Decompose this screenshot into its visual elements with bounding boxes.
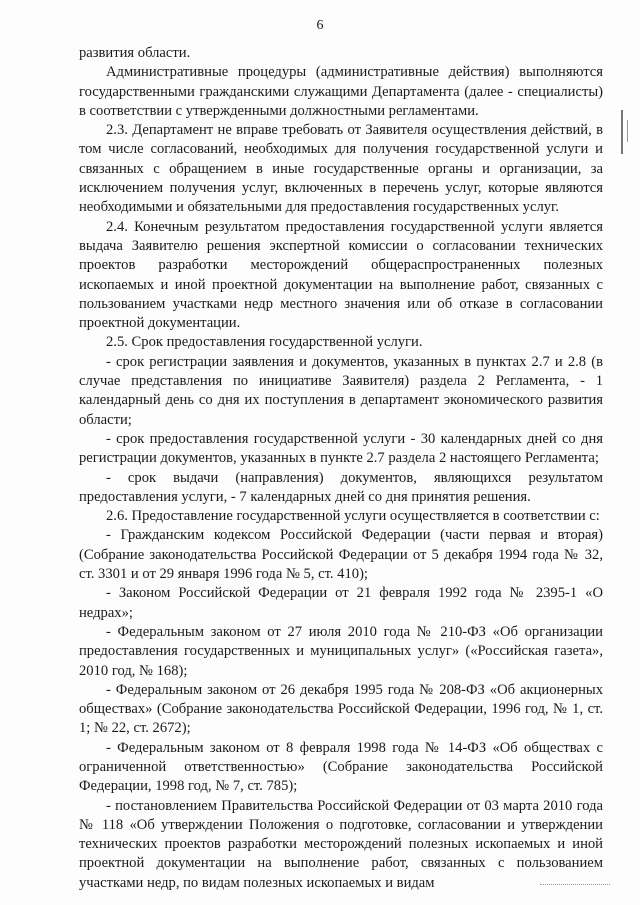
list-item: - срок регистрации заявления и документов, указанных в пунктах 2.7 и 2.8 (в случае представления по инициативе Заявителя) раздела 2 Регламента, - 1 календарный день со дня их поступления в департамент экономического развития области;	[79, 353, 603, 428]
page-number: 6	[316, 18, 324, 33]
list-item: - срок предоставления государственной услуги - 30 календарных дней со дня регистрации документов, указанных в пункте 2.7 раздела 2 настоящего Регламента;	[79, 430, 603, 467]
paragraph-2-4: 2.4. Конечным результатом предоставления государственной услуги является выдача Заявителю решения экспертной комиссии о согласовании технических проектов разработки месторождений общераспространенных полезных ископаемых и иной проектной документации на выполнение работ, связанных с пользованием участками недр местного значения или об отказе в согласовании проектной документации.	[79, 218, 603, 332]
scan-margin-mark	[627, 120, 628, 142]
paragraph-2-3: 2.3. Департамент не вправе требовать от Заявителя осуществления действий, в том числе согласований, необходимых для получения государственной услуги и связанных с обращением в иные государственные органы и организации, за исключением получения услуг, включенных в перечень услуг, которые являются необходимыми и обязательными для предоставления государственных услуг.	[79, 122, 603, 216]
list-item: - Законом Российской Федерации от 21 февраля 1992 года № 2395-1 «О недрах»;	[79, 585, 603, 621]
list-item: - срок выдачи (направления) документов, являющихся результатом предоставления услуги, - 7 календарных дней со дня принятия решения.	[79, 469, 603, 505]
list-item: - Федеральным законом от 27 июля 2010 года № 210-ФЗ «Об организации предоставления государственных и муниципальных услуг» («Российская газета», 2010 год, № 168);	[79, 623, 603, 679]
paragraph: Административные процедуры (административные действия) выполняются государственными гражданскими служащими Департамента (далее - специалисты) в соответствии с утвержденными должностными регламентами.	[79, 64, 603, 119]
scan-margin-mark	[621, 110, 623, 154]
paragraph: развития области.	[79, 45, 191, 61]
list-item: - постановлением Правительства Российской Федерации от 03 марта 2010 года № 118 «Об утверждении Положения о подготовке, согласовании и утверждении технических проектов разработки месторождений полезных ископаемых и иной проектной документации на выполнение работ, связанных с пользованием участками недр, по видам полезных ископаемых и видам	[79, 797, 603, 891]
scan-artifact	[540, 884, 610, 887]
paragraph-2-6: 2.6. Предоставление государственной услуги осуществляется в соответствии с:	[106, 508, 600, 525]
list-item: - Гражданским кодексом Российской Федерации (части первая и вторая) (Собрание законодательства Российской Федерации от 5 декабря 1994 года № 32, ст. 3301 и от 29 января 1996 года № 5, ст. 410);	[79, 527, 603, 583]
document-body	[79, 44, 603, 893]
list-item: - Федеральным законом от 8 февраля 1998 года № 14-ФЗ «Об обществах с ограниченной ответственностью» (Собрание законодательства Российской Федерации, 1998 год, № 7, ст. 785);	[79, 739, 603, 795]
paragraph-2-5: 2.5. Срок предоставления государственной услуги.	[106, 334, 423, 351]
list-item: - Федеральным законом от 26 декабря 1995 года № 208-ФЗ «Об акционерных обществах» (Собрание законодательства Российской Федерации, 1996 год, № 1, ст. 1; № 22, ст. 2672);	[79, 681, 603, 737]
